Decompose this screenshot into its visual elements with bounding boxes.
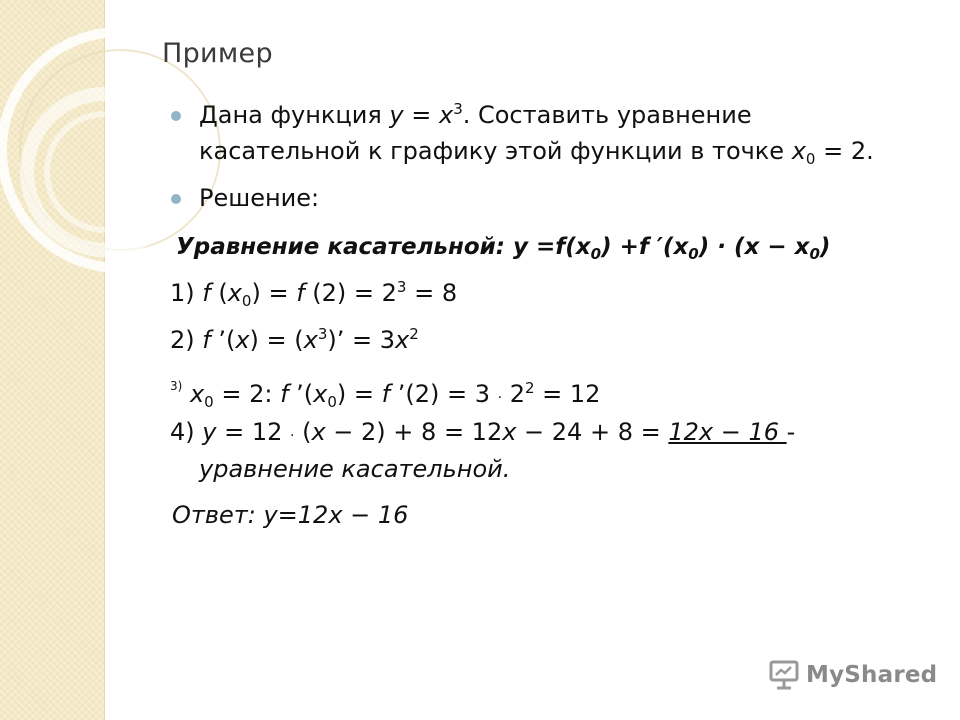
step-4-line2: уравнение касательной. — [199, 455, 511, 483]
slide-title: Пример — [162, 38, 273, 69]
step-2: 2) f ’(x) = $(x^3)$’ = $3x^2$ — [170, 325, 419, 354]
presentation-board-icon — [768, 660, 800, 690]
bullet-marker — [171, 111, 181, 121]
step-1: 1) f $(x_0) = f$ $(2) = 2^3 = 8$ — [170, 278, 458, 310]
bullet-solution: Решение: — [199, 184, 320, 212]
final-answer-underlined: 12x − 16 — [668, 418, 787, 446]
answer-line: Ответ: y=12x − 16 — [172, 501, 409, 529]
step-3: $^{3)}$ $x_0 = 2$: f $’(x_0) = f$ ’(2) = $3 \cdot 2^2 = 12$ — [170, 379, 601, 411]
tangent-formula: Уравнение касательной: $y =f(x_0) +f$ $'(x_0) \cdot (x - x_0)$ — [176, 234, 831, 263]
step-4-line1: 4) y = 12 · (x − 2) + 8 = 12x − 24 + 8 = 12x − 16 - — [170, 418, 796, 446]
bullet-task-line1: Дана функция $y = x^3$. Составить уравнение — [199, 100, 752, 129]
myshared-logo — [768, 658, 937, 692]
logo-text: MyShared — [806, 662, 938, 688]
bullet-task-line2: касательной к графику этой функции в точке $x_0 = 2$. — [199, 137, 874, 168]
bullet-marker — [171, 194, 181, 204]
